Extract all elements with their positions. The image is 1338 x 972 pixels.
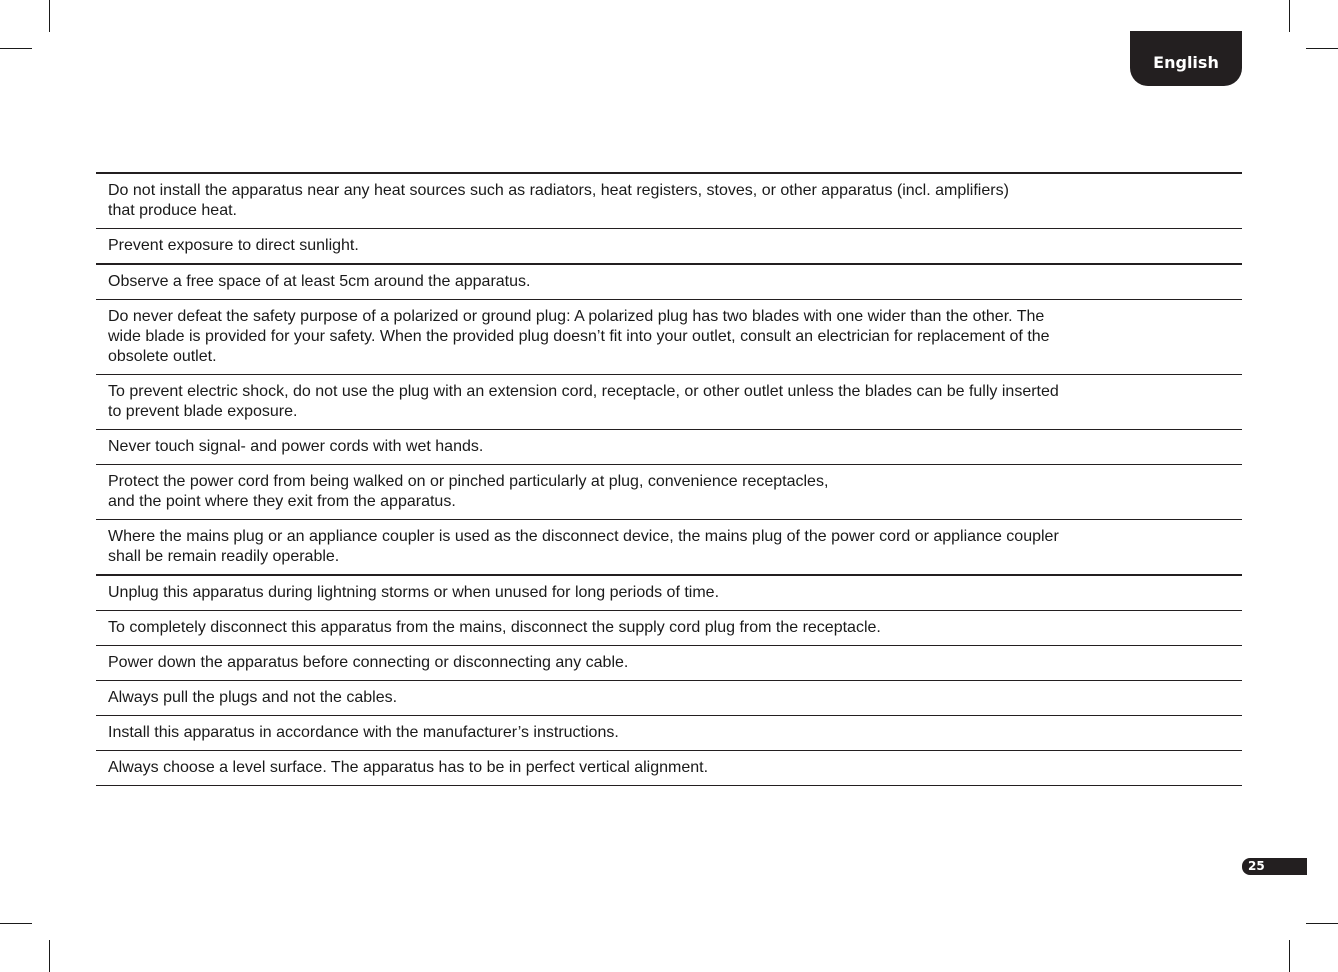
table-row xyxy=(96,646,1242,681)
instruction-text: Always pull the plugs and not the cables. xyxy=(108,689,398,706)
page-number: 25 xyxy=(1242,858,1307,875)
instruction-text: Never touch signal- and power cords with wet hands. xyxy=(108,438,484,455)
instruction-text: Power down the apparatus before connecting or disconnecting any cable. xyxy=(108,654,629,671)
language-tab: English xyxy=(1130,31,1242,86)
table-row xyxy=(96,751,1242,786)
instruction-text: Protect the power cord from being walked on or pinched particularly at plug, convenience receptacles, and the point where they exit from the apparatus. xyxy=(108,473,829,510)
crop-mark xyxy=(49,940,50,972)
instruction-text: Do never defeat the safety purpose of a polarized or ground plug: A polarized plug has two blades with one wider than the other. The wide blade is provided for your safety. When the provided plug doesn’t fit into your outlet, consult an electrician for replacement of the obsolete outlet. xyxy=(108,308,1050,365)
table-row xyxy=(96,465,1242,520)
table-row xyxy=(96,300,1242,375)
crop-mark xyxy=(1289,0,1290,32)
instruction-text: Observe a free space of at least 5cm around the apparatus. xyxy=(108,273,531,290)
instruction-text: To prevent electric shock, do not use the plug with an extension cord, receptacle, or other outlet unless the blades can be fully inserted to prevent blade exposure. xyxy=(108,383,1059,420)
table-row xyxy=(96,265,1242,300)
safety-instructions-table xyxy=(96,172,1242,786)
table-row xyxy=(96,681,1242,716)
crop-mark xyxy=(49,0,50,32)
crop-mark xyxy=(1306,923,1338,924)
instruction-text: Install this apparatus in accordance with the manufacturer’s instructions. xyxy=(108,724,619,741)
crop-mark xyxy=(1289,940,1290,972)
table-row xyxy=(96,229,1242,265)
table-row xyxy=(96,716,1242,751)
instruction-text: Prevent exposure to direct sunlight. xyxy=(108,237,359,254)
table-row xyxy=(96,576,1242,611)
instruction-text: Always choose a level surface. The apparatus has to be in perfect vertical alignment. xyxy=(108,759,709,776)
table-row xyxy=(96,375,1242,430)
crop-mark xyxy=(1306,48,1338,49)
crop-mark xyxy=(0,923,32,924)
instruction-text: Do not install the apparatus near any heat sources such as radiators, heat registers, stoves, or other apparatus (incl. amplifiers) that produce heat. xyxy=(108,182,1009,219)
instruction-text: To completely disconnect this apparatus from the mains, disconnect the supply cord plug from the receptacle. xyxy=(108,619,881,636)
instruction-text: Where the mains plug or an appliance coupler is used as the disconnect device, the mains plug of the power cord or appliance coupler shall be remain readily operable. xyxy=(108,528,1059,565)
instruction-text: Unplug this apparatus during lightning storms or when unused for long periods of time. xyxy=(108,584,720,601)
crop-mark xyxy=(0,48,32,49)
table-row xyxy=(96,611,1242,646)
table-row xyxy=(96,520,1242,576)
table-row xyxy=(96,430,1242,465)
table-row xyxy=(96,174,1242,229)
